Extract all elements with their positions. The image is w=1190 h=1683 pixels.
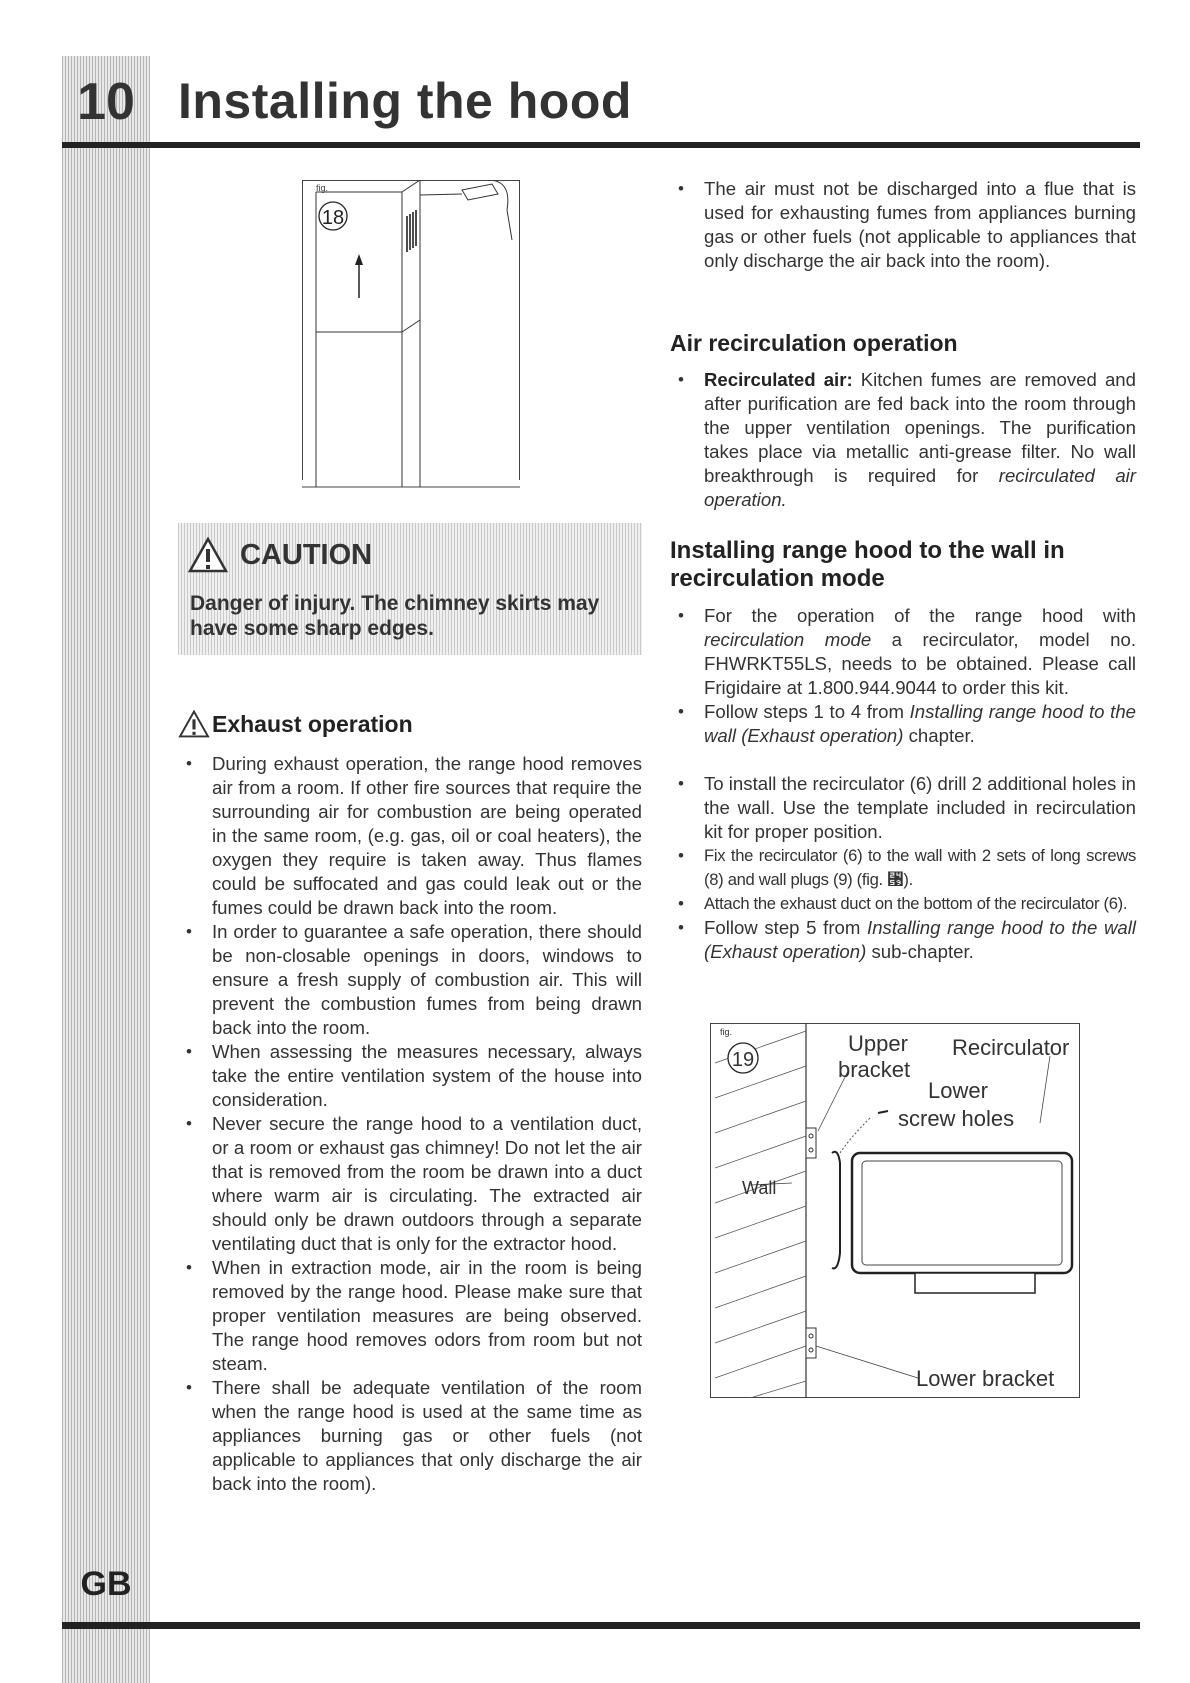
- figure-19-number: 19: [731, 1049, 755, 1071]
- install-heading-line-2: recirculation mode: [670, 565, 885, 592]
- install-list-a: [670, 604, 1136, 748]
- figure-18-tag: fig.: [316, 183, 329, 193]
- figure-19-recirculator-illustration: [710, 1023, 1080, 1398]
- chapter-number: 10: [77, 73, 135, 131]
- list-item: • Fix the recirculator (6) to the wall with 2 sets of long screws (8) and wall plugs (9) (fig. ⑙).: [670, 844, 1136, 892]
- install-list-b: [670, 772, 1136, 964]
- recirculation-list: [670, 368, 1136, 512]
- label-upper: Upper: [848, 1031, 908, 1056]
- install-heading: [670, 537, 1136, 593]
- caution-text: Danger of injury. The chimney skirts may have some sharp edges.: [190, 592, 600, 640]
- install-b2-text: Follow steps 1 to 4 from: [704, 701, 910, 722]
- list-item: • There shall be adequate ventilation of the room when the range hood is used at the same time as appliances burning gas or other fuels (not applicable to appliances that only discharge the air back into the room).: [178, 1376, 642, 1496]
- list-item: • When in extraction mode, air in the room is being removed by the range hood. Please make sure that proper ventilation measures are being observed. The range hood removes odors from room but not steam.: [178, 1256, 642, 1376]
- list-item: • Attach the exhaust duct on the bottom of the recirculator (6).: [670, 892, 1136, 916]
- install-b2-italic: Installing range hood to the wall (Exhaust operation): [704, 701, 1136, 746]
- recirculation-italic: recirculated air operation.: [704, 465, 1136, 510]
- recirculation-text: Kitchen fumes are removed and after purification are fed back into the room through the upper ventilation openings. The purification takes place via metallic anti-grease filter. No wall breakthrough is required for: [704, 369, 1136, 486]
- bottom-rule: [62, 1622, 1140, 1629]
- recirculated-air-lead: Recirculated air:: [704, 369, 853, 390]
- install-b2-tail: chapter.: [903, 725, 975, 746]
- warning-triangle-icon: [188, 537, 228, 573]
- label-bracket: bracket: [838, 1057, 911, 1082]
- install-b6-italic: Installing range hood to the wall (Exhaust operation): [704, 917, 1136, 962]
- label-wall: Wall: [742, 1178, 777, 1198]
- figure-19-tag: fig.: [720, 1027, 733, 1037]
- warning-triangle-icon: [178, 710, 210, 738]
- exhaust-bullet-list: [178, 752, 642, 1496]
- label-recirculator: Recirculator: [952, 1035, 1070, 1060]
- label-lower-bracket: Lower bracket: [916, 1366, 1055, 1391]
- list-item: • In order to guarantee a safe operation, there should be non-closable openings in doors, windows to ensure a fresh supply of combustion air. This will prevent the combustion fumes from being drawn back into the room.: [178, 920, 642, 1040]
- install-b1-tail: a recirculator, model no. FHWRKT55LS, needs to be obtained. Please call Frigidaire at 1.800.944.9044 to order this kit.: [704, 629, 1136, 698]
- install-b1-text: For the operation of the range hood with: [704, 605, 1136, 626]
- list-item: • The air must not be discharged into a flue that is used for exhausting fumes from appliances burning gas or other fuels (not applicable to appliances that only discharge the air back into the room).: [670, 177, 1136, 273]
- list-item: • To install the recirculator (6) drill 2 additional holes in the wall. Use the template included in recirculation kit for proper position.: [670, 772, 1136, 844]
- caution-title: CAUTION: [240, 538, 373, 571]
- install-b6-tail: sub-chapter.: [866, 941, 974, 962]
- figure-18-chimney-illustration: [302, 180, 520, 488]
- list-item: • When assessing the measures necessary, always take the entire ventilation system of the house into consideration.: [178, 1040, 642, 1112]
- language-tag: GB: [80, 1565, 132, 1603]
- recirculation-heading: Air recirculation operation: [670, 330, 958, 356]
- title-rule: [62, 142, 1140, 148]
- label-screw-holes: screw holes: [898, 1106, 1015, 1131]
- list-item: [670, 700, 1136, 748]
- list-item: [670, 604, 1136, 700]
- page-title: Installing the hood: [178, 73, 632, 129]
- list-item: [670, 368, 1136, 512]
- list-item: [670, 916, 1136, 964]
- caution-box: [178, 523, 642, 655]
- flue-warning-list: [670, 177, 1136, 273]
- figure-18-number: 18: [321, 207, 345, 229]
- install-b1-italic: recirculation mode: [704, 629, 872, 650]
- list-item: • Never secure the range hood to a ventilation duct, or a room or exhaust gas chimney! Do not let the air that is removed from the room be drawn into a duct where warm air is circulating. The extracted air should only be drawn outdoors through a separate ventilating duct that is only for the extractor hood.: [178, 1112, 642, 1256]
- exhaust-heading: Exhaust operation: [212, 710, 413, 737]
- install-heading-line-1: Installing range hood to the wall in: [670, 537, 1065, 564]
- exhaust-heading-row: [178, 710, 413, 738]
- label-lower: Lower: [928, 1078, 988, 1103]
- page-sidebar-band: [62, 56, 150, 1683]
- install-b6-text: Follow step 5 from: [704, 917, 868, 938]
- list-item: • During exhaust operation, the range hood removes air from a room. If other fire sources that require the surrounding air for combustion are being operated in the same room, (e.g. gas, oil or coal heaters), the oxygen they require is taken away. Thus flames could be suffocated and gas could leak out or the fumes could be drawn back into the room.: [178, 752, 642, 920]
